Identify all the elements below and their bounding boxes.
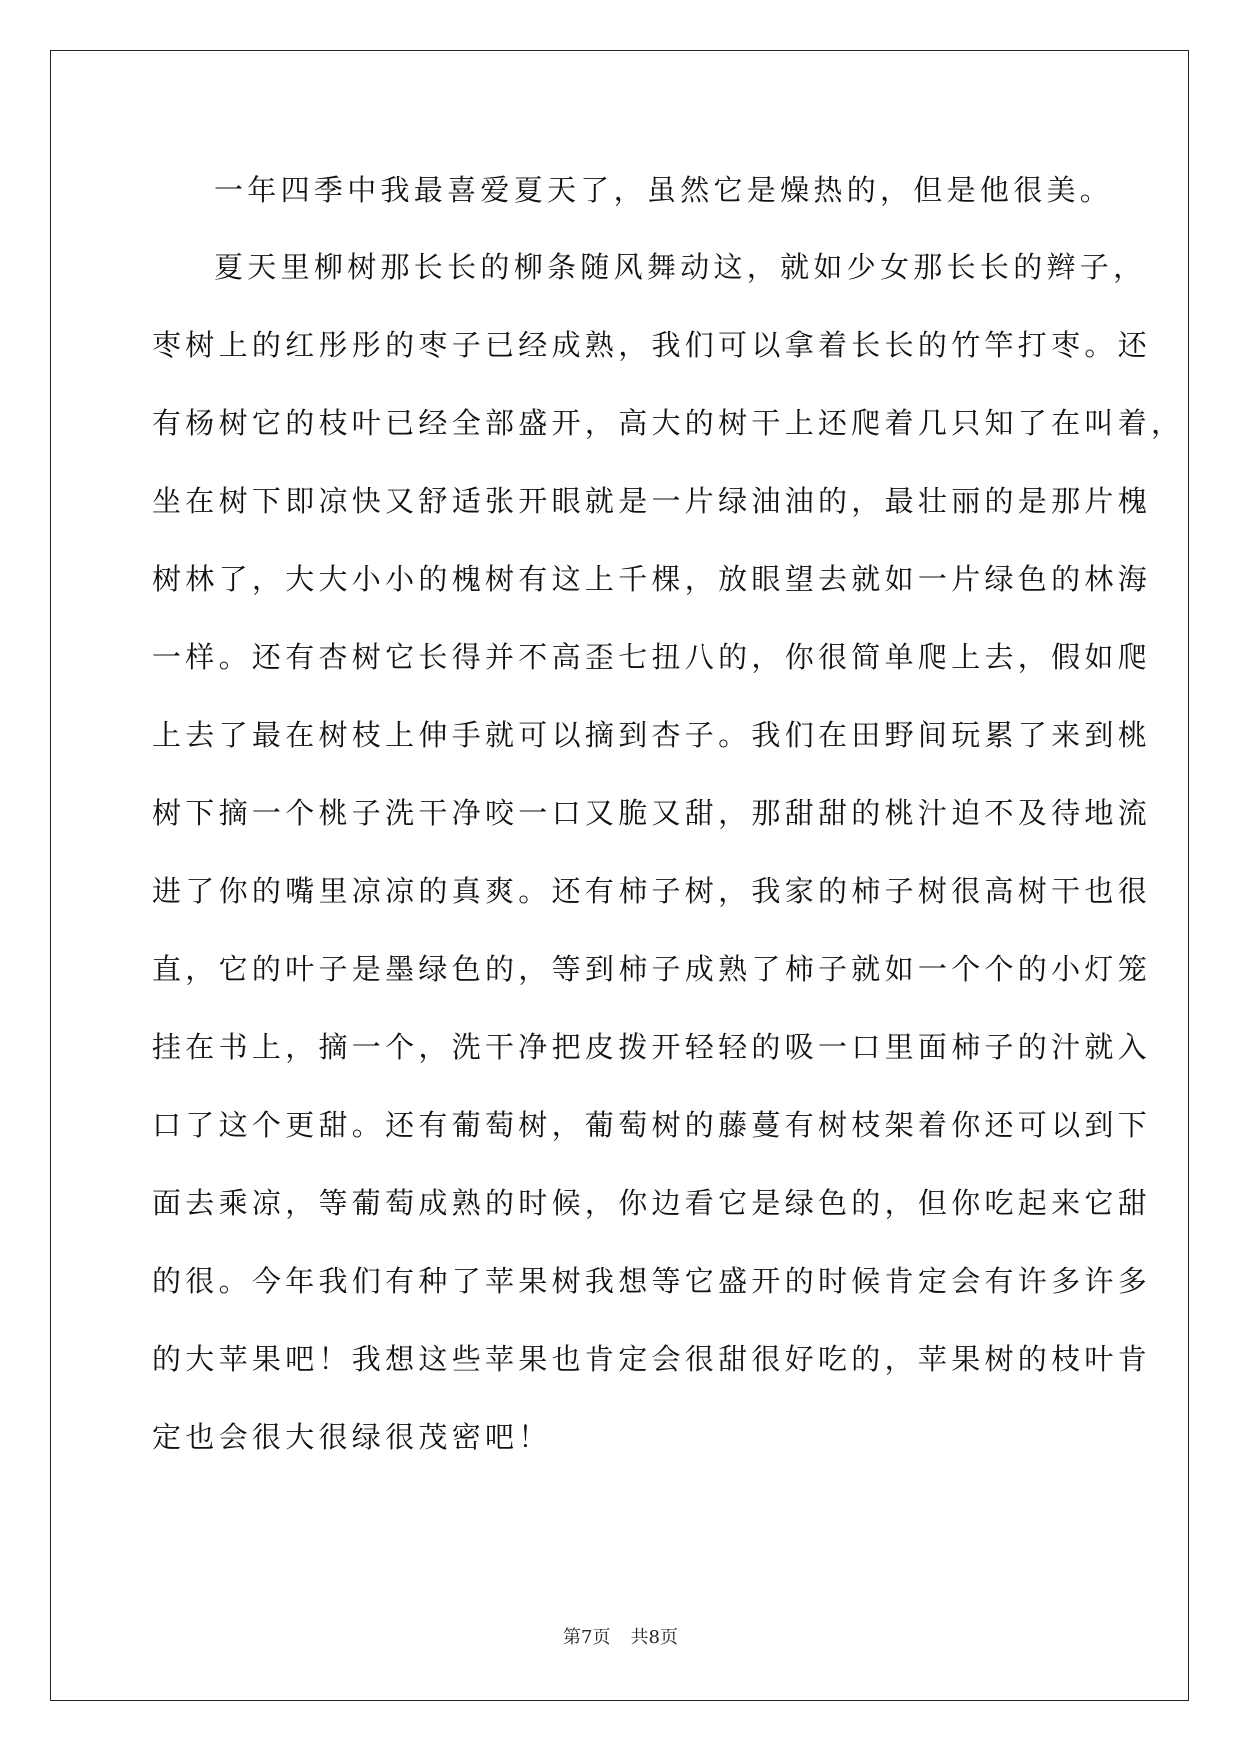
paragraph-line: 直，它的叶子是墨绿色的，等到柿子成熟了柿子就如一个个的小灯笼	[152, 952, 1152, 986]
page-total: 共8页	[630, 1627, 678, 1648]
page-footer	[0, 1626, 1241, 1650]
paragraph-line: 上去了最在树枝上伸手就可以摘到杏子。我们在田野间玩累了来到桃	[152, 718, 1152, 752]
paragraph-line: 有杨树它的枝叶已经全部盛开，高大的树干上还爬着几只知了在叫着，	[152, 406, 1185, 440]
paragraph-line: 挂在书上，摘一个，洗干净把皮拨开轻轻的吸一口里面柿子的汁就入	[152, 1030, 1152, 1064]
paragraph-line: 树林了，大大小小的槐树有这上千棵，放眼望去就如一片绿色的林海	[152, 562, 1152, 596]
paragraph-line: 夏天里柳树那长长的柳条随风舞动这，就如少女那长长的辫子，	[214, 250, 1147, 284]
paragraph-line: 定也会很大很绿很茂密吧！	[152, 1420, 552, 1454]
paragraph-line: 口了这个更甜。还有葡萄树，葡萄树的藤蔓有树枝架着你还可以到下	[152, 1108, 1152, 1142]
paragraph-line: 进了你的嘴里凉凉的真爽。还有柿子树，我家的柿子树很高树干也很	[152, 874, 1152, 908]
paragraph-line: 坐在树下即凉快又舒适张开眼就是一片绿油油的，最壮丽的是那片槐	[152, 484, 1152, 518]
paragraph-line: 树下摘一个桃子洗干净咬一口又脆又甜，那甜甜的桃汁迫不及待地流	[152, 796, 1152, 830]
paragraph-line: 枣树上的红彤彤的枣子已经成熟，我们可以拿着长长的竹竿打枣。还	[152, 328, 1152, 362]
page-number: 第7页	[563, 1627, 611, 1648]
paragraph-line: 一样。还有杏树它长得并不高歪七扭八的，你很简单爬上去，假如爬	[152, 640, 1152, 674]
paragraph-line: 一年四季中我最喜爱夏天了，虽然它是燥热的，但是他很美。	[214, 173, 1114, 207]
paragraph-line: 面去乘凉，等葡萄成熟的时候，你边看它是绿色的，但你吃起来它甜	[152, 1186, 1152, 1220]
paragraph-line: 的很。今年我们有种了苹果树我想等它盛开的时候肯定会有许多许多	[152, 1264, 1152, 1298]
paragraph-line: 的大苹果吧！我想这些苹果也肯定会很甜很好吃的，苹果树的枝叶肯	[152, 1342, 1152, 1376]
